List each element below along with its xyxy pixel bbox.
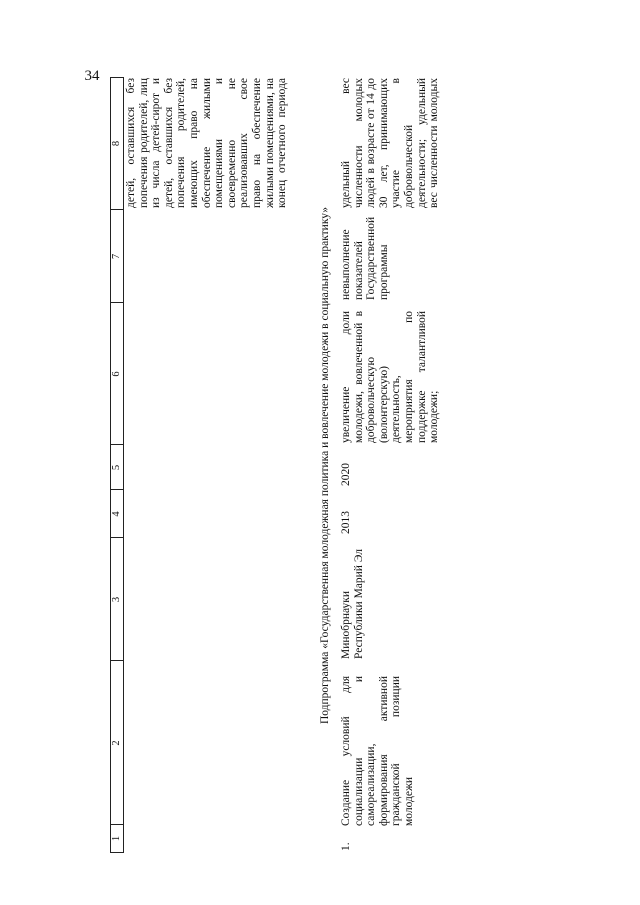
col-header-1: 1 — [111, 835, 122, 842]
column-number-row — [110, 77, 124, 853]
executor: Минобрнауки Республики Марий Эл — [340, 548, 365, 659]
col-header-2: 2 — [111, 740, 122, 746]
col-header-6: 6 — [111, 371, 122, 377]
row-number: 1. — [340, 842, 352, 851]
consequences: невыполнение показателей Государственной программы — [340, 216, 390, 300]
indicator-link: удельный вес численности молодых людей в возрасте от 14 до 30 лет, принимающих участие в добровольческой деятельности; удельный вес численности молодых — [340, 78, 441, 208]
rotated-table-area — [110, 78, 640, 851]
col-header-7: 7 — [111, 253, 122, 260]
table — [110, 78, 530, 853]
prev-row-indicator-text: детей, оставшихся без попечения родителей, лиц из числа детей-сирот и детей, оставшихся без попечения родителей, имеющих право на обеспечение жилыми помещениями и своевременно не реализовавших свое право на обеспечение жилыми помещениями, на конец отчетного периода — [125, 78, 289, 208]
page-number: 34 — [84, 68, 100, 84]
measure-name: Создание условий для социализации и самореализации, формирования активной гражданской позиции молодежи — [340, 676, 415, 826]
expected-result: увеличение доли молодежи, вовлеченной в добровольческую (волонтерскую) деятельность, мероприятия по поддержке талантливой молодежи; — [340, 311, 441, 443]
subprogram-title: Подпрограмма «Государственная молодежная политика и вовлечение молодежи в социальную практику» — [319, 206, 331, 725]
col-header-4: 4 — [111, 511, 122, 517]
start-year: 2013 — [340, 511, 352, 534]
end-year: 2020 — [340, 463, 352, 486]
col-header-3: 3 — [111, 596, 122, 603]
col-header-5: 5 — [111, 464, 122, 471]
col-header-8: 8 — [111, 140, 122, 147]
